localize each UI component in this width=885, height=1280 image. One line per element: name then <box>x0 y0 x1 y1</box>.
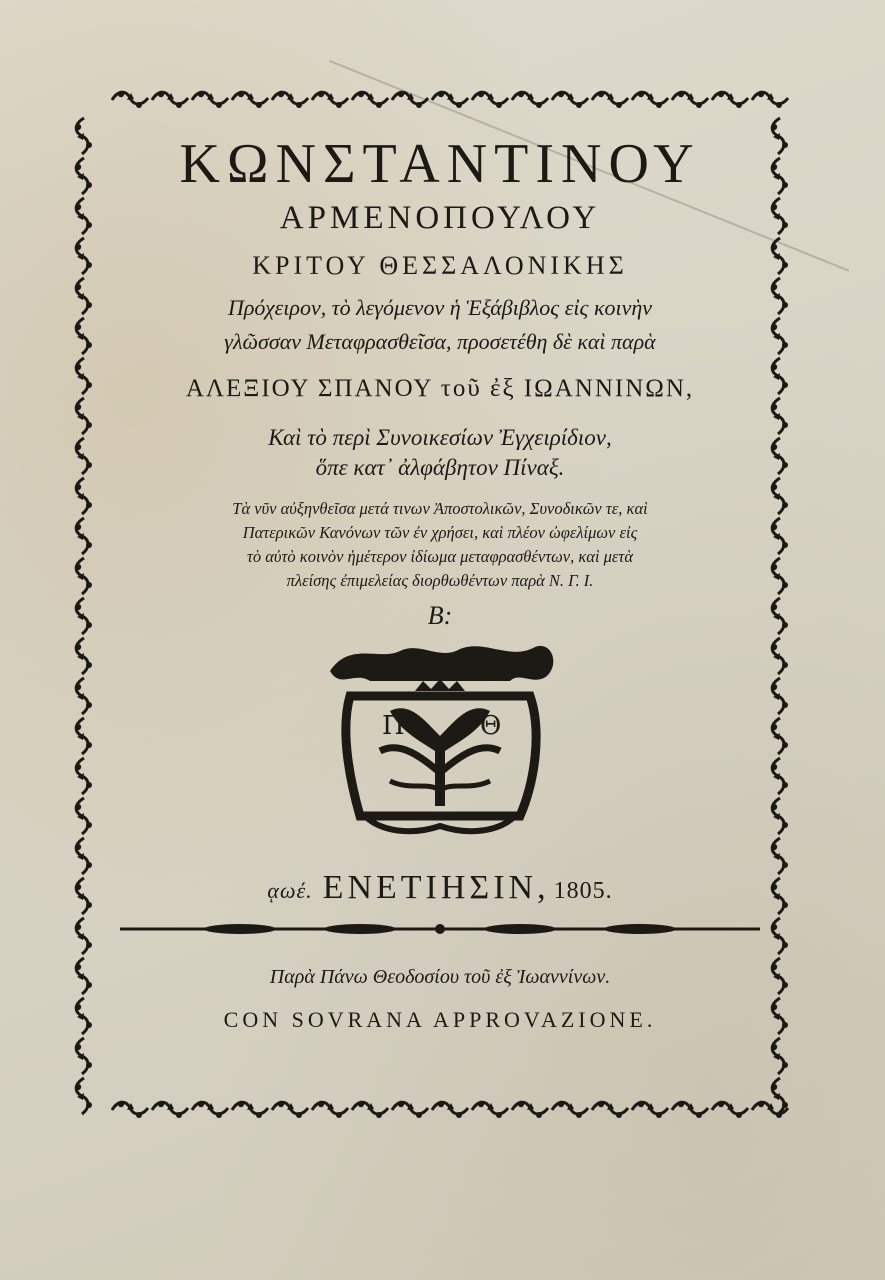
notes-line-2: Πατερικῶν Κανόνων τῶν ἐν χρήσει, καὶ πλέον ὠφελίμων εἰς <box>242 523 638 542</box>
imprint-city: ΕΝΕΤΙΗΣΙΝ, <box>322 869 550 906</box>
approval-line: CON SOVRANA APPROVAZIONE. <box>223 1007 657 1032</box>
description-line-1: Πρόχειρον, τὸ λεγόμενον ἡ Ἑξάβιβλος εἰς κοινὴν <box>227 295 653 320</box>
notes-line-1: Τὰ νῦν αὐξηνθεῖσα μετά τινων Ἀποστολικῶν, Συνοδικῶν τε, καὶ <box>232 499 648 518</box>
printer-emblem <box>320 641 560 841</box>
notes-line-4: πλείσης ἐπιμελείας διορθωθέντων παρὰ Ν. Γ. Ι. <box>286 571 594 590</box>
imprint-year: 1805. <box>553 878 613 904</box>
author-surname-line: ΑΡΜΕΝΟΠΟΥΛΟΥ <box>279 200 601 236</box>
description-block <box>110 291 770 359</box>
subtitle-line-2: ὅπε κατ᾽ ἀλφάβητον Πίναξ. <box>315 455 565 480</box>
notes-block <box>110 497 770 593</box>
author-title-line: ΚΡΙΤΟΥ ΘΕΣΣΑΛΟΝΙΚΗΣ <box>252 251 628 280</box>
description-line-2: γλῶσσαν Μεταφρασθεῖσα, προσετέθη δὲ καὶ παρὰ <box>224 329 656 354</box>
printer-device-emblem-icon <box>320 641 560 841</box>
emblem-letter-left: Π <box>382 711 405 741</box>
imprint-prefix: ᾳωέ. <box>267 878 313 903</box>
author-name-line: ΚΩΝΣΤΑΝΤΙΝΟΥ <box>179 133 701 195</box>
title-page-content <box>110 130 770 1033</box>
ornamental-rule-icon <box>120 923 760 935</box>
imprint-line <box>110 869 770 907</box>
translator-line: ΑΛΕΞΙΟΥ ΣΠΑΝΟΥ τοῦ ἐξ ΙΩΑΝΝΙΝΩΝ, <box>185 375 695 402</box>
printer-line: Παρὰ Πάνω Θεοδοσίου τοῦ ἐξ Ἰωαννίνων. <box>269 966 611 988</box>
notes-line-3: τὸ αὐτὸ κοινὸν ἡμέτερον ἰδίωμα μεταφρασθέντων, καὶ μετὰ <box>246 547 634 566</box>
subtitle-block <box>110 423 770 483</box>
emblem-letter-right: Θ <box>480 711 502 741</box>
monogram: B: <box>427 601 453 630</box>
subtitle-line-1: Καὶ τὸ περὶ Συνοικεσίων Ἐγχειρίδιον, <box>268 425 612 450</box>
